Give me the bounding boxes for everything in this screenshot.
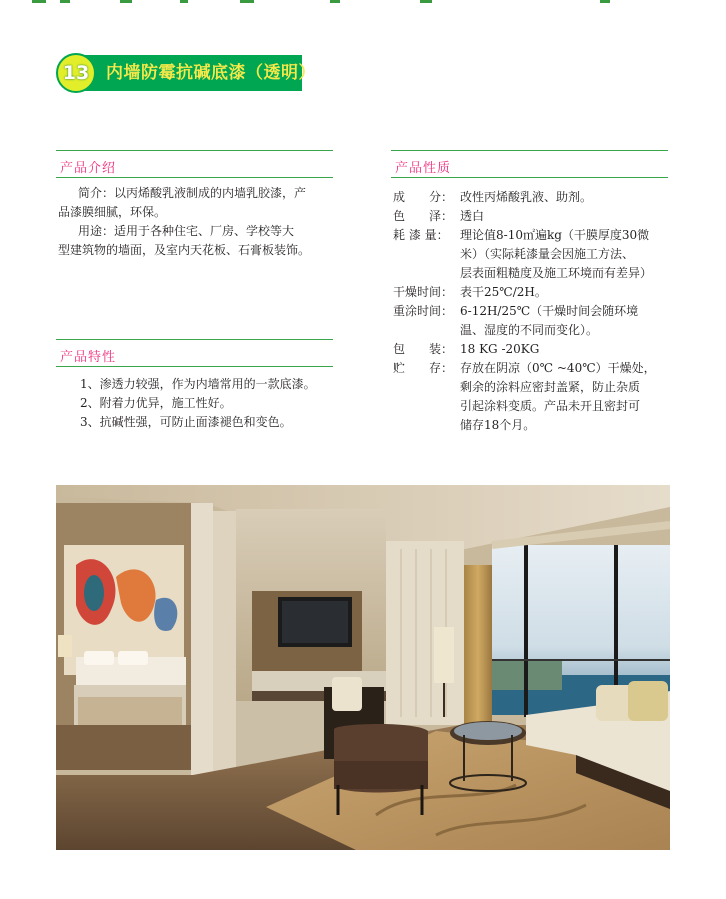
intro-heading: 产品介绍: [60, 161, 117, 176]
features-rule-top: [56, 339, 333, 340]
property-key: 干燥时间：: [393, 285, 454, 299]
property-value: 表干25℃/2H。: [460, 285, 547, 299]
property-key: 包 装：: [393, 342, 454, 356]
properties-heading: 产品性质: [395, 161, 452, 176]
hotel-suite-living-room-photo: [56, 485, 670, 850]
feature-item: 1、渗透力较强，作为内墙常用的一款底漆。: [80, 377, 316, 391]
features-rule-bottom: [56, 366, 333, 367]
intro-line: 型建筑物的墙面，及室内天花板、石膏板装饰。: [58, 243, 311, 257]
intro-line: 品漆膜细腻，环保。: [58, 205, 167, 219]
feature-item: 3、抗碱性强，可防止面漆褪色和变色。: [80, 415, 292, 429]
property-key: 耗 漆 量：: [393, 228, 449, 242]
intro-line: 用途：适用于各种住宅、厂房、学校等大: [78, 224, 295, 238]
intro-line: 简介：以丙烯酸乳液制成的内墙乳胶漆，产: [78, 186, 307, 200]
property-value: 6-12H/25℃（干燥时间会随环境 温、湿度的不同而变化）。: [460, 304, 639, 337]
intro-rule-bottom: [56, 177, 333, 178]
property-key: 色 泽：: [393, 209, 454, 223]
property-key: 成 分：: [393, 190, 454, 204]
intro-rule-top: [56, 150, 333, 151]
properties-rule-top: [391, 150, 668, 151]
property-value: 存放在阴凉（0℃ ~40℃）干燥处， 剩余的涂料应密封盖紧，防止杂质 引起涂料变质。产品未开且密封可 储存18个月。: [460, 361, 656, 432]
top-strip: [0, 0, 726, 3]
property-value: 理论值8-10㎡遍kg（干膜厚度30微 米）（实际耗漆量会因施工方法、 层表面粗糙度及施工环境而有差异）: [460, 228, 653, 280]
properties-rule-bottom: [391, 177, 668, 178]
product-title: 内墙防霉抗碱底漆（透明）: [106, 63, 316, 83]
product-number: 13: [62, 62, 90, 84]
property-value: 透白: [460, 209, 485, 223]
property-key: 贮 存：: [393, 361, 454, 375]
property-key: 重涂时间：: [393, 304, 454, 318]
property-value: 18 KG -20KG: [460, 342, 540, 356]
features-heading: 产品特性: [60, 350, 117, 365]
property-value: 改性丙烯酸乳液、助剂。: [460, 190, 593, 204]
feature-item: 2、附着力优异，施工性好。: [80, 396, 232, 410]
